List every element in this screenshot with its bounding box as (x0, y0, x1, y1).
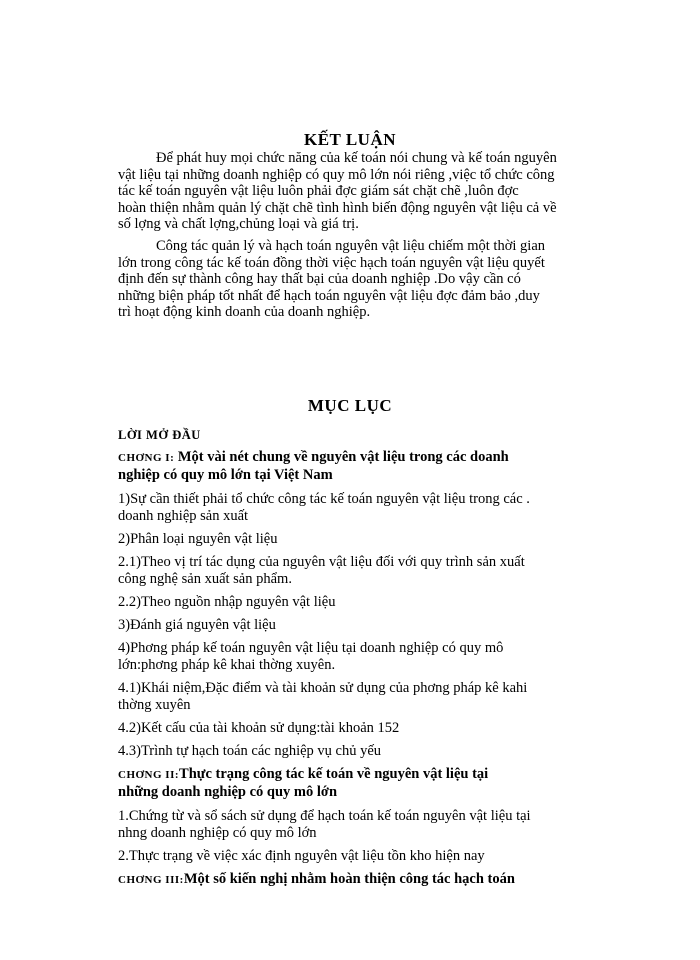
table-of-contents (118, 428, 618, 896)
text-line: lớn trong công tác kế toán đồng thời việc hạch toán nguyên vật liệu quyết (118, 254, 545, 271)
text-line: Để phát huy mọi chức năng của kế toán nói chung và kế toán nguyên (156, 150, 557, 166)
chapter-label: CHƠNG III: (118, 874, 184, 886)
conclusion-paragraph-2 (118, 238, 618, 321)
toc-item (118, 720, 618, 737)
toc-item-line: 4.3)Trình tự hạch toán các nghiệp vụ chủ yếu (118, 743, 382, 759)
toc-item-line: 2)Phân loại nguyên vật liệu (118, 531, 278, 547)
text-line: định đến sự thành công hay thất bại của doanh nghiệp .Do vậy cần có (118, 271, 521, 288)
toc-intro: LỜI MỞ ĐẦU (118, 428, 201, 442)
toc-item-line: thờng xuyên (118, 697, 191, 713)
text-line: trì hoạt động kinh doanh của doanh nghiệp. (118, 304, 371, 321)
toc-item-line: 2.Thực trạng về việc xác định nguyên vật liệu tồn kho hiện nay (118, 848, 485, 864)
text-line: Công tác quản lý và hạch toán nguyên vật liệu chiếm một thời gian (156, 238, 546, 254)
toc-chapter-3 (118, 871, 618, 889)
toc-item-line: lớn:phơng pháp kê khai thờng xuyên. (118, 657, 336, 673)
toc-item (118, 531, 618, 548)
toc-item (118, 743, 618, 760)
text-line: vật liệu tại những doanh nghiệp có quy mô lớn nói riêng ,việc tổ chức công (118, 166, 555, 183)
toc-item-line: nhng doanh nghiệp có quy mô lớn (118, 825, 317, 841)
chapter-title-line: Thực trạng công tác kế toán về nguyên vật liệu tại (179, 766, 489, 782)
conclusion-paragraph-1 (118, 150, 618, 233)
toc-item-line: 4)Phơng pháp kế toán nguyên vật liệu tại doanh nghiệp có quy mô (118, 640, 504, 656)
toc-item (118, 848, 618, 865)
toc-item (118, 491, 618, 525)
conclusion-title: KẾT LUẬN (303, 130, 396, 149)
toc-item (118, 594, 618, 611)
chapter-label: CHƠNG I: (118, 452, 175, 464)
toc-item (118, 680, 618, 714)
toc-item-line: 4.1)Khái niệm,Đặc điểm và tài khoản sử dụng của phơng pháp kê kahi (118, 680, 528, 696)
toc-chapter-1 (118, 449, 618, 484)
text-line: tác kế toán nguyên vật liệu luôn phải đợc giám sát chặt chẽ ,luôn đợc (118, 183, 519, 200)
toc-item-line: 3)Đánh giá nguyên vật liệu (118, 617, 276, 633)
toc-item (118, 808, 618, 842)
toc-item-line: 1)Sự cần thiết phải tổ chức công tác kế toán nguyên vật liệu trong các . (118, 491, 530, 507)
text-line: những biện pháp tốt nhất để hạch toán nguyên vật liệu đợc đảm bảo ,duy (118, 287, 540, 304)
toc-item-line: 1.Chứng từ và sổ sách sử dụng để hạch toán kế toán nguyên vật liệu tại (118, 808, 531, 824)
chapter-label: CHƠNG II: (118, 769, 180, 781)
toc-item-line: 2.2)Theo nguồn nhập nguyên vật liệu (118, 594, 336, 610)
toc-title: MỤC LỤC (307, 396, 393, 415)
toc-item-line: công nghệ sản xuất sản phẩm. (118, 571, 292, 587)
chapter-title-line: những doanh nghiệp có quy mô lớn (118, 784, 338, 800)
toc-item (118, 554, 618, 588)
toc-chapter-2 (118, 766, 618, 801)
chapter-title-line: nghiệp có quy mô lớn tại Việt Nam (118, 467, 333, 483)
chapter-title-line: Một vài nét chung về nguyên vật liệu trong các doanh (174, 449, 509, 465)
toc-item-line: 2.1)Theo vị trí tác dụng của nguyên vật liệu đối với quy trình sản xuất (118, 554, 525, 570)
chapter-title-line: Một số kiến nghị nhằm hoàn thiện công tác hạch toán (183, 871, 515, 887)
toc-item (118, 640, 618, 674)
toc-item-line: doanh nghiệp sản xuất (118, 508, 249, 524)
toc-item-line: 4.2)Kết cấu của tài khoản sử dụng:tài khoản 152 (118, 720, 400, 736)
text-line: số lợng và chất lợng,chủng loại và giá trị. (118, 216, 359, 233)
toc-item (118, 617, 618, 634)
text-line: hoàn thiện nhằm quản lý chặt chẽ tình hình biến động nguyên vật liệu cả về (118, 199, 557, 216)
